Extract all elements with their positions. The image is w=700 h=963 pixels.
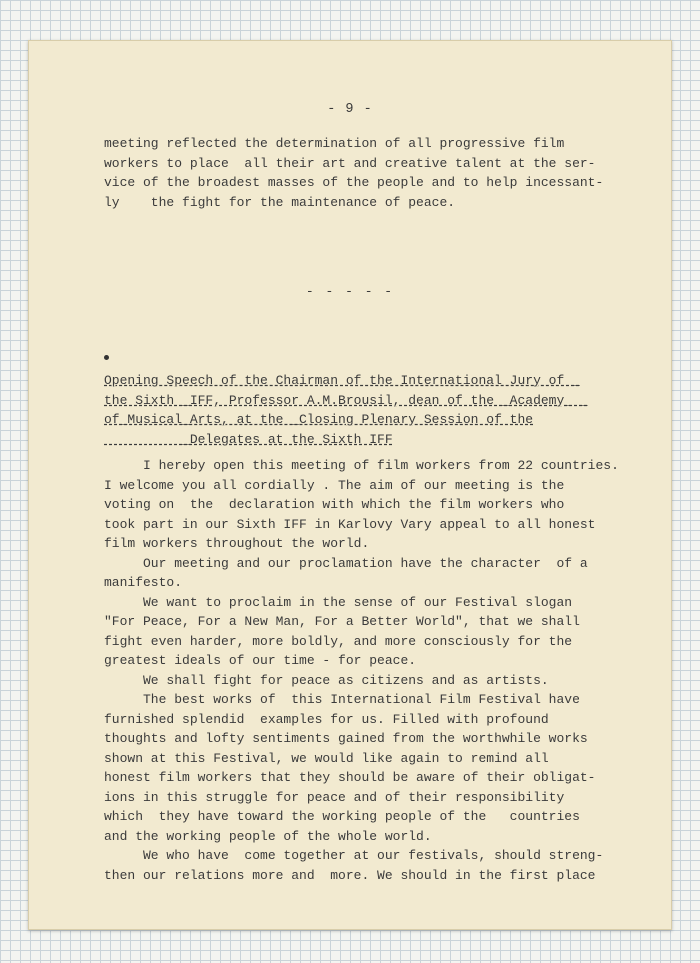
speech-body	[104, 456, 624, 885]
bullet-dot	[104, 355, 109, 360]
intro-paragraph	[104, 134, 624, 212]
text-line: and the working people of the whole world.	[104, 828, 432, 844]
text-line: workers to place all their art and creative talent at the ser-	[104, 155, 596, 171]
text-line: furnished splendid examples for us. Filled with profound	[104, 711, 549, 727]
speech-heading	[104, 371, 624, 449]
text-line: I hereby open this meeting of film workers from 22 countries.	[104, 458, 619, 473]
heading-line: _Delegates at the Sixth IFF	[104, 431, 393, 447]
text-line: ions in this struggle for peace and of their responsibility	[104, 789, 565, 805]
text-line: film workers throughout the world.	[104, 536, 370, 551]
text-line: took part in our Sixth IFF in Karlovy Vary appeal to all honest	[104, 516, 596, 532]
text-line: manifesto.	[104, 575, 183, 590]
text-line: The best works of this International Film Festival have	[104, 692, 580, 707]
text-line: meeting reflected the determination of all progressive film	[104, 136, 565, 151]
text-line: thoughts and lofty sentiments gained from the worthwhile works	[104, 731, 588, 746]
text-line: shown at this Festival, we would like again to remind all	[104, 750, 549, 766]
document-sheet	[28, 40, 672, 930]
heading-line: Opening Speech of the Chairman of the International Jury of _	[104, 373, 580, 388]
text-line: "For Peace, For a New Man, For a Better World", that we shall	[104, 614, 580, 629]
text-line: We shall fight for peace as citizens and as artists.	[104, 672, 549, 688]
heading-line: the Sixth _IFF, Professor A.M.Brousil, dean of the _Academy_ _	[104, 392, 588, 408]
heading-line: of_Musical_Arts, at the _Closing Plenary Session of the	[104, 412, 534, 427]
text-line: greatest ideals of our time - for peace.	[104, 653, 417, 668]
text-line: which they have toward the working people of the countries	[104, 809, 580, 824]
text-line: then our relations more and more. We should in the first place	[104, 867, 596, 883]
section-separator: - - - - -	[305, 284, 395, 299]
text-line: We who have come together at our festivals, should streng-	[104, 848, 604, 863]
text-line: vice of the broadest masses of the people and to help incessant-	[104, 175, 604, 190]
page-number: - 9 -	[327, 102, 373, 117]
text-line: voting on the declaration with which the film workers who	[104, 497, 565, 512]
text-line: I welcome you all cordially . The aim of our meeting is the	[104, 477, 565, 493]
text-line: We want to proclaim in the sense of our Festival slogan	[104, 594, 573, 610]
text-line: honest film workers that they should be aware of their obligat-	[104, 770, 596, 785]
text-line: fight even harder, more boldly, and more consciously for the	[104, 633, 573, 649]
text-line: ly the fight for the maintenance of peace.	[104, 194, 456, 210]
text-line: Our meeting and our proclamation have the character of a	[104, 555, 588, 571]
